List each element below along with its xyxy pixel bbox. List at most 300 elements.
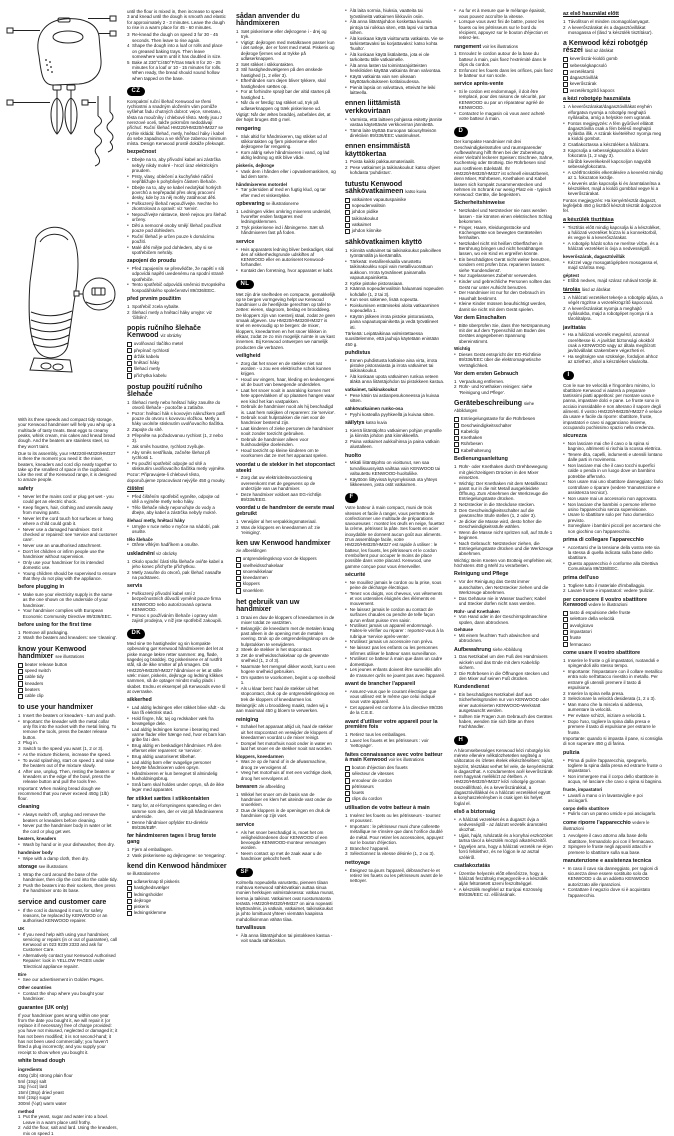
heading-text: sähkövatkaimen käyttö <box>345 239 423 247</box>
part-marker-icon <box>127 905 132 910</box>
bullet-marker: ● <box>454 89 456 94</box>
heading-text: sähkövatkaimen runko-osa <box>345 406 404 412</box>
paragraph: Wichtig: Beim Kneten von Brotteig empfehlen wir, höchstens 450 g Mehl zu verarbeiten. <box>454 557 553 569</box>
paragraph: Con le sue tre velocità e l'ingombro minimo, lo sbattitore Kenwood vi aiuterà a preparare tantissimi piatti appetitosi: per montare uova e panna, impastare dolci e pane. Le fruste sono in acciaio inossidabile e non alterano il sapore degli alimenti. Il vostro HM220/HM320/HM327 è veloce da usare e facile da riporre: sbattitore, fruste, impastatori e cavo si agganciano insieme, occupando pochissimo spazio nella credenza. <box>563 382 663 430</box>
item-text: Remove all packaging. <box>22 629 69 635</box>
section-heading <box>563 751 663 757</box>
section-heading <box>127 150 227 156</box>
bullet-marker: ● <box>563 278 565 283</box>
step-number: 1 <box>18 1114 21 1120</box>
step-item <box>563 696 663 701</box>
bullet-marker: ● <box>127 222 129 227</box>
part-marker-icon <box>18 688 23 693</box>
item-text: hastighedsvælger <box>133 885 170 891</box>
diagram-area <box>6 4 122 412</box>
item-text: A szétfröcskölés elkerülésére a keverést mindig az 1. fokozaton kezdje. <box>567 169 663 181</box>
step-number: 2 <box>454 67 457 73</box>
part-item <box>454 435 554 441</box>
item-text: Non lasciare che bambini o persone inferme usino l'apparecchio senza supervisione. <box>567 501 656 512</box>
bullet-marker: ● <box>345 623 347 628</box>
section-heading <box>18 926 118 931</box>
bullet-item <box>18 991 118 1002</box>
item-text: vatkaimet <box>351 221 372 227</box>
step-number: 4 <box>18 768 21 774</box>
bullet-marker: ● <box>345 476 347 481</box>
item-text: Ruční šlehač je určen pouze k domácímu použití. <box>131 233 215 245</box>
heading-text: know your Kenwood handmixer <box>18 645 87 661</box>
bullet-marker: ● <box>345 411 347 416</box>
part-item <box>18 674 118 680</box>
part-marker-icon <box>345 198 350 203</box>
section-heading <box>127 552 227 558</box>
bullet-marker: ● <box>563 713 565 718</box>
step-item <box>345 248 445 259</box>
bullet-item <box>18 823 118 834</box>
step-number: 1 <box>345 159 348 165</box>
item-text: Cet appareil est conforme à la directive 89/336 de la C.E.E. <box>349 705 443 716</box>
step-item <box>454 508 554 519</box>
step-item <box>454 464 554 480</box>
bullet-item <box>18 560 118 571</box>
bullet-marker: ● <box>127 449 129 454</box>
item-text: 450g (1lb) strong plain flour <box>18 1072 73 1078</box>
section-heading <box>563 821 663 833</box>
bullet-item <box>563 502 663 513</box>
item-text: Important: the kneader with the metal collar only fits into the socket with the metal lining. To remove the tools, press the beater release button. <box>22 718 117 740</box>
paragraph: Votre batteur à main compact, muni de trois vitesses et facile à ranger, vous permettra de confectionner une multitude de préparations savoureuses : montez les œufs en neige, fouettez la crème, pétrissez la pâte. Ses fouets en acier inoxydable ne donnent aucun goût aux aliments. D'un assemblage facile, votre HM220/HM320/HM327 est rapide à utiliser : le batteur, les fouets, les pétrisseurs et le cordon s'emboîtent pour occuper le moins de place possible dans votre placard. Kenwood, une gamme conçue pour vous émerveiller. <box>345 505 445 569</box>
bullet-marker: ● <box>454 290 456 295</box>
bullet-marker: ● <box>345 688 347 693</box>
section-heading <box>345 100 445 115</box>
item-text: Wash the beaters and kneaders: see 'cleaning'. <box>22 635 118 641</box>
item-text: clips du cordon <box>351 796 383 802</box>
part-marker-icon <box>236 563 241 568</box>
bullet-marker: ● <box>18 542 20 547</box>
bullet-marker: ● <box>454 518 456 523</box>
heading-text: sikkerhed <box>127 697 152 704</box>
bullet-item <box>345 259 445 280</box>
ingredient-line <box>18 1073 118 1078</box>
section-heading <box>563 787 663 792</box>
bullet-item <box>345 868 445 884</box>
bullet-item <box>236 448 336 459</box>
section-heading <box>127 537 227 542</box>
item-text: Wikkel het snoer om de basis van de handmixer en klem het uiteinde vast onder de snoerklem. <box>240 791 333 808</box>
step-item <box>563 25 663 36</box>
bullet-item <box>18 549 118 560</box>
bullet-marker: ● <box>454 843 456 848</box>
bullet-item <box>563 496 663 502</box>
part-marker-icon <box>236 588 241 593</box>
paragraph: Tärkeää: Leipätaikinaa valmistettaessa suosittelemme, että jauhoja käytetään enintään 450 g. <box>345 331 440 347</box>
heading-text: white bread dough <box>18 1057 66 1064</box>
item-text: Ügyeljen arra, hogy a hálózati vezeték ne érjen forró felülethez, és ne lógjon le az asztal széléről. <box>458 843 553 860</box>
item-text: Die Rührbesen in die Öffnungen stecken und den Mixer auf seinen Fuß drücken. <box>458 670 549 682</box>
item-text: ledningsklemme <box>133 910 167 916</box>
bullet-item <box>236 933 336 944</box>
ingredient-line <box>18 1084 118 1089</box>
item-text: Zapojte do sítě. <box>131 426 164 432</box>
bullet-marker: ● <box>345 705 347 710</box>
bullet-marker: ● <box>454 832 456 837</box>
heading-text: sicurezza <box>563 433 587 440</box>
part-item <box>563 88 663 94</box>
part-marker-icon <box>127 899 132 904</box>
item-text: vezetéktartó <box>569 68 595 74</box>
bullet-marker: ● <box>236 187 238 192</box>
bullet-item <box>127 461 227 472</box>
heading-text: a kézi robotgép használata <box>563 96 631 103</box>
bullet-item <box>236 187 336 198</box>
part-item <box>236 588 336 594</box>
bullet-marker: ● <box>563 463 565 468</box>
heading-text: sécurité <box>345 571 366 578</box>
step-number: 1 <box>563 833 566 839</box>
section-heading <box>127 698 227 704</box>
item-text: Switch to the speed you want (1, 2 or 3). <box>22 745 104 751</box>
item-text: Retirez tous les emballages. <box>349 732 407 738</box>
item-text: Hold fingre, hår, tøj og redskaber væk fra bevægelige dele. <box>131 715 214 727</box>
bullet-marker: ● <box>454 322 456 327</box>
item-text: Per evitare schizzi, iniziare a velocità 1. <box>567 713 647 719</box>
item-text: Pulirlo con un panno umido e poi asciugarlo. <box>567 811 657 817</box>
bullet-item <box>454 8 554 19</box>
item-text: Never use an unauthorised attachment. <box>22 542 102 548</box>
heading-text: rangement <box>454 43 482 50</box>
item-text: Knethaken <box>460 435 483 441</box>
bullet-item <box>127 201 227 212</box>
part-item <box>345 765 445 771</box>
item-text: Käännä nopeudenvalitsin haluamasi nopeuden kohdalle (1, 2 tai 3). <box>349 286 444 297</box>
bullet-item <box>127 450 227 461</box>
step-number: 1 <box>127 303 130 309</box>
part-item <box>563 629 663 635</box>
item-text: Sűrűbb keverékeknél kapcsoljon nagyobb sebességfokozatra. <box>567 158 652 170</box>
item-text: speed switch <box>24 668 51 674</box>
heading-text: voordat u de stekker in het stopcontact steekt <box>236 461 335 474</box>
part-item <box>454 416 554 422</box>
bullet-item <box>454 301 554 312</box>
step-number: 1 <box>563 582 566 588</box>
bullet-marker: ● <box>563 523 565 528</box>
section-heading <box>563 288 663 294</box>
step-item <box>454 502 554 507</box>
heading-text: Reinigung und Pflege <box>454 571 509 578</box>
section-heading <box>127 863 227 878</box>
step-item <box>127 304 227 309</box>
language-badge-f: F <box>345 493 358 502</box>
bullet-marker: ● <box>127 211 129 216</box>
item-text: Enfoncez les fouets dans les orifices, puis fixez le batteur sur son socle. <box>458 67 554 78</box>
heading-note: see illustrations <box>38 864 68 870</box>
language-badge-h: H <box>454 736 468 745</box>
bullet-item <box>127 245 227 256</box>
item-text: To avoid splashing, start on speed 1 and raise the beaters out of the mixture slowly. <box>22 757 115 768</box>
item-text: Finger, Haare, Kleidungsstücke und Küchengeräte von bewegten Geräteteilen fernhalten. <box>458 224 542 241</box>
heading-text: Gerätebeschreibung <box>454 400 523 408</box>
section-heading <box>18 836 118 841</box>
section-heading <box>345 806 445 812</box>
bullet-item <box>563 225 663 241</box>
step-item <box>345 165 445 176</box>
bullet-marker: ● <box>454 595 456 600</box>
bullet-item <box>345 117 445 128</box>
item-text: 5ml (1tsp) sugar <box>18 1095 51 1101</box>
section-heading <box>345 753 445 765</box>
step-item <box>236 29 336 40</box>
step-item <box>236 67 336 78</box>
bullet-marker: ● <box>127 493 129 498</box>
bullet-item <box>18 719 118 740</box>
heading-text: Kundendienst <box>454 684 490 691</box>
item-text: Kun seos sakenee, lisää nopeutta. <box>349 297 419 303</box>
item-text: Accertarsi che la tensione della vostra rete sia la stessa di quella indicata sulla base dello sbattitore. <box>567 544 660 561</box>
step-number: 2 <box>236 647 239 653</box>
step-item <box>345 851 445 856</box>
text-column-1 <box>18 416 118 1136</box>
heading-text: Wichtig <box>454 346 471 352</box>
item-text: Inserire le fruste o gli impastatori, ruotandoli e spingendoli allo stesso tempo. <box>567 658 660 669</box>
bullet-marker: ● <box>454 870 456 875</box>
section-heading <box>345 181 445 196</box>
bullet-item <box>236 724 336 740</box>
item-text: Non usare mai uno sbattitore danneggiato: farlo controllare o riparare (vedere 'manutenzione e assistenza tecnica'). <box>567 479 663 495</box>
bullet-item <box>236 759 336 770</box>
item-text: Schakel het apparaat altijd uit, haal de stekker uit het stopcontact en verwijder de kloppers of kneedarmen voordat u de mixer reinigt. <box>240 724 333 740</box>
part-marker-icon <box>563 617 568 622</box>
item-text: Jak směs houstne, rychlost zvyšujte. <box>131 443 205 449</box>
bullet-item <box>18 494 118 505</box>
bullet-marker: ● <box>236 149 238 154</box>
step-number: 5 <box>127 59 130 65</box>
item-text: 15g (½oz) lard <box>18 1084 48 1090</box>
part-item <box>236 563 336 569</box>
heading-note: see illustrations <box>55 654 85 660</box>
item-text: Dieses Gerät entspricht der EG-Richtlinie 89/336/EEC über die elektromagnetische Verträglichkeit. <box>458 352 542 368</box>
bullet-item <box>236 169 336 180</box>
bullet-marker: ● <box>127 282 129 287</box>
part-marker-icon <box>454 448 459 453</box>
bullet-marker: ● <box>454 633 456 638</box>
item-text: Denne håndmixer opfylder EU-direktiv 89/336/EØF. <box>131 819 208 831</box>
part-marker-icon <box>563 642 568 647</box>
item-text: Přepněte na požadovanou rychlost (1, 2 nebo 3). <box>131 432 224 443</box>
bullet-marker: ● <box>563 332 565 337</box>
step-number: 2 <box>18 883 21 889</box>
part-item <box>345 203 445 209</box>
bullet-item <box>454 519 554 530</box>
item-text: Små børn skal holdes under opsyn, så de ikke leger med apparatet. <box>131 782 225 793</box>
bullet-marker: ● <box>127 803 129 808</box>
section-heading <box>454 316 554 322</box>
bullet-item <box>345 85 445 96</box>
bullet-marker: ● <box>345 579 347 584</box>
step-item <box>345 281 445 286</box>
step-number: 1 <box>236 791 239 797</box>
bullet-item <box>345 63 445 74</box>
part-item <box>345 216 445 222</box>
bullet-marker: ● <box>236 491 238 496</box>
part-marker-icon <box>127 892 132 897</box>
item-text: Inserire la spina nella presa. <box>567 690 625 696</box>
item-text: Non lasciare mai che il cavo tocchi superfici calde o penda in un luogo dove un bambino potrebbe afferrarlo. <box>567 463 656 479</box>
part-item <box>127 879 227 885</box>
item-text: Enroulez le cordon autour de la base du batteur à main, puis fixez l'extrémité dans le clips du cordon. <box>458 51 547 67</box>
bullet-marker: ● <box>563 169 565 174</box>
bullet-marker: ● <box>18 757 20 762</box>
section-heading <box>345 351 445 357</box>
item-text: Šlehací metly nebo hnětací háky zasuňte do otvorů šlehače - pootočte a zatlačte. <box>131 399 221 411</box>
bullet-marker: ● <box>563 479 565 484</box>
bullet-item <box>127 743 227 754</box>
section-heading <box>563 218 663 224</box>
section-heading <box>345 421 445 427</box>
bullet-item <box>563 159 663 170</box>
heading-note: viz obrázky <box>160 333 182 339</box>
item-text: beater release button <box>24 661 68 667</box>
bullet-item <box>18 856 118 862</box>
item-text: Sæt stikket i stikkontakten. <box>240 61 295 67</box>
item-text: Contactez le magasin où vous avez acheté votre batteur à main. <box>458 110 545 121</box>
step-number: 2 <box>127 309 130 315</box>
heading-text: manutenzione e assistenza tecnica <box>563 858 652 865</box>
item-text: If you need help with using your handmixer, servicing or repairs (in or out of guarantee), call Kenwood on 023 9239 2333 and ask for Customer Care. <box>22 931 118 953</box>
step-item <box>18 635 118 640</box>
bullet-item <box>563 866 663 887</box>
part-marker-icon <box>345 204 350 209</box>
section-heading <box>18 1067 118 1072</box>
bullet-item <box>236 268 336 274</box>
paragraph: Kompaktní ruční šlehač Kenwood se třemi rychlostmi a snadným uložením vám pomůže vyšlehat řadu chutných dobrot: vejce, smetanu, těsta na moučníky i chlebové těsto. Metly jsou z nerezové oceli, takže pokrmům nedodávají příchuť. Ruční šlehač HM220/HM320/HM327 se rychle skládá: šlehač, metly, hnětací háky i kabel do sebe zapadnou a ve skříňce zaberou minimum místa. Design Kenwood prostě dokáže překvapit. <box>127 98 227 147</box>
bullet-item <box>454 714 554 730</box>
section-heading <box>18 1059 118 1065</box>
bullet-item <box>127 266 227 282</box>
part-item <box>236 556 336 562</box>
item-text: Ne laissez jamais le cordon au contact de surfaces chaudes ou pendre de telle façon qu'un enfant puisse s'en saisir. <box>349 606 435 623</box>
part-marker-icon <box>236 582 241 587</box>
item-text: Shape the dough into a loaf or rolls and place on greased baking trays. Then leave somewhere warm until it has doubled in size. <box>131 43 223 59</box>
item-text: bouton d'éjection des fouets <box>351 765 408 771</box>
step-number: 2 <box>236 808 239 814</box>
step-number: 1 <box>454 654 457 660</box>
item-text: Varmista, että laitteen pohjassa esitetty jännite vastaa käytettävän verkkovirran jännitettä. <box>349 116 443 127</box>
section-heading <box>454 346 554 351</box>
step-number: 3 <box>127 432 130 438</box>
item-text: Tämä laite täyttää Euroopan talousyhteisön direktiivin 89/336/EEC vaatimukset. <box>349 127 437 138</box>
item-text: Only use your handmixer for its intended domestic use. <box>22 559 104 570</box>
item-text: ontgrendelingsknop voor de kloppers <box>242 556 317 562</box>
section-heading <box>454 45 554 51</box>
bullet-item <box>454 352 554 368</box>
step-number: 1 <box>236 518 239 524</box>
heading-note: siehe Abbildung <box>492 646 523 652</box>
bullet-item <box>345 303 445 314</box>
heading-note: se illustrationerne <box>127 871 160 877</box>
item-text: Von Hand oder in der Geschirrspülmaschine spülen, dann abtrocknen. <box>458 614 548 625</box>
item-text: Don't let children or infirm people use the handmixer without supervision. <box>22 548 105 559</box>
item-text: fruste <box>569 635 582 641</box>
language-badge-row <box>454 127 554 136</box>
heading-text: popis ručního šlehače Kenwood <box>127 325 201 340</box>
bullet-item <box>454 19 554 40</box>
bullet-marker: ● <box>127 460 129 465</box>
bullet-marker: ● <box>18 907 20 912</box>
heading-note: vedere le illustrazioni <box>588 602 628 608</box>
section-heading <box>345 573 445 579</box>
item-text: Der Handmixer ist nur für den Gebrauch im Haushalt bestimmt. <box>458 290 545 301</box>
bullet-marker: ● <box>236 851 238 856</box>
part-marker-icon <box>345 785 350 790</box>
item-text: vezetékrögzítő kapocs <box>569 87 615 93</box>
bullet-marker: ● <box>18 718 20 723</box>
item-text: avvolgicavo <box>569 622 594 628</box>
heading-text: puhdistus <box>345 350 371 357</box>
item-text: Verwijder al het verpakkingsmateriaal. <box>240 518 317 524</box>
bullet-marker: ● <box>345 460 347 465</box>
item-text: Tenez vos doigts, vos cheveux, vos vêtements et vos ustensiles éloignés des éléments en mouvement. <box>349 590 443 607</box>
section-heading <box>127 834 227 846</box>
bullet-marker: ● <box>454 886 456 891</box>
step-item <box>18 1114 118 1125</box>
section-heading <box>454 372 554 378</box>
item-text: Never put the handmixer body in water or let the cord or plug get wet. <box>22 823 112 834</box>
bullet-marker: ● <box>563 757 565 762</box>
section-heading <box>563 576 663 582</box>
item-text: Spingere le fruste negli appositi attacchi e premere lo sbattitore sulla sua base. <box>567 844 652 855</box>
section-heading <box>236 926 336 932</box>
section-heading <box>454 627 554 632</box>
step-item <box>236 225 336 236</box>
item-text: Om spatten te voorkomen, begint u op snelheid 1. <box>240 674 336 686</box>
bullet-item <box>18 842 118 848</box>
bullet-marker: ● <box>236 674 238 679</box>
language-badge-nl: NL <box>236 280 254 289</box>
item-text: Pyyhi kostealla pyyhkeellä ja kuivaa sitten. <box>349 411 435 417</box>
step-number: 2 <box>127 426 130 432</box>
heading-text: postup použití ručního šlehače <box>127 383 203 398</box>
bullet-marker: ● <box>127 504 129 509</box>
item-text: Questo apparecchio è conforme alla Direttiva Comunitaria 89/336/EEC. <box>567 561 658 572</box>
heading-text: come usare il vostro sbattitore <box>563 650 641 657</box>
bullet-marker: ● <box>345 258 347 263</box>
item-text: Üzembe helyezés előtt ellenőrizze, hogy a hálózati feszültség megegyezik-e a készülék alján feltüntetett üzemi feszültséggel. <box>458 870 548 887</box>
bullet-marker: ● <box>127 754 129 759</box>
item-text: 15ml (3tsp) dried yeast <box>18 1089 64 1095</box>
item-text: 5ml (1tsp) salt <box>18 1078 47 1084</box>
item-text: Als u klaar bent: haal de stekker uit het stopcontact, druk op de ontgrendelingsknop en trek de kloppers of kneedarmen los. <box>240 685 335 702</box>
bullet-marker: ● <box>127 715 129 720</box>
bullet-marker: ● <box>18 548 20 553</box>
item-text: Tělo šlehače nikdy neponořujte do vody a dbejte, aby kabel a zástrčka nebyly mokré. <box>131 504 217 516</box>
item-text: Spotřebič zcela vybalte. <box>131 303 180 309</box>
item-text: příchytka kabelu <box>133 372 167 378</box>
step-number: 1 <box>563 294 566 300</box>
bullet-item <box>563 702 663 713</box>
step-item <box>127 400 227 411</box>
heading-text: Rühr- und Knethaken <box>454 608 500 614</box>
section-heading <box>454 648 554 654</box>
bullet-marker: ● <box>127 819 129 824</box>
bullet-item <box>345 374 445 385</box>
paragraph: Med sine tre hastigheder og sin kompakte opbevaring gør Kenwood håndmixeren det let at piske mange lækre retter sammen: æg, fløde, kagedej og brøddej. Og piskerisene er af rustfrit stål, så de ikke smitter af på smagen. Din HM220/HM320/HM327 håndmixer er let at stille væk: mixer, piskeris, dejkroge og ledning klikkes sammen, så de optager mindst mulig plads i skabet. Endnu et eksempel på Kenwoods evne til at overraske. <box>127 641 226 694</box>
bullet-marker: ● <box>345 19 347 24</box>
item-text: Mit einem feuchten Tuch abwischen und abtrocknen. <box>458 633 540 644</box>
bullet-item <box>236 664 336 675</box>
heading-text: Vor dem Einschalten <box>454 314 507 321</box>
bullet-marker: ● <box>127 266 129 271</box>
bullet-marker: ● <box>345 590 347 595</box>
item-text: A hálózati vezetéket és a dugaszt óvja a nedvességtől - az átázott vezeték áramütést okozhat. <box>458 816 547 833</box>
